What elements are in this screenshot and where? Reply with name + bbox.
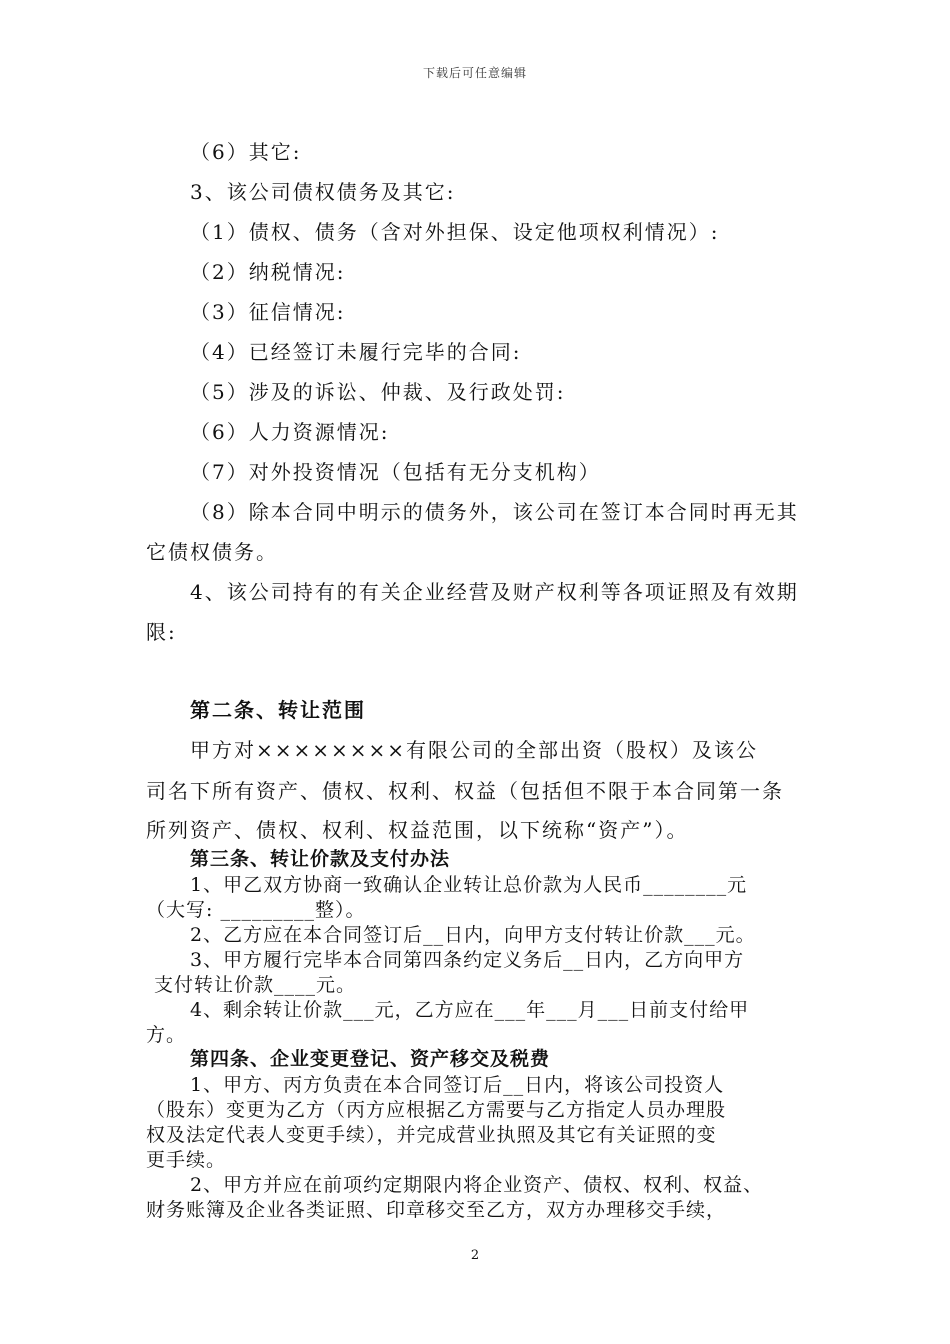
- article-2-heading: 第二条、转让范围: [190, 698, 366, 722]
- page-number: 2: [470, 1248, 480, 1263]
- section-4-line1: 4、该公司持有的有关企业经营及财产权利等各项证照及有效期: [190, 580, 799, 604]
- article-3-item4-line1: 4、剩余转让价款___元，乙方应在___年___月___日前支付给甲: [190, 999, 750, 1021]
- article-3-item1-line2: （大写: _________整）。: [146, 899, 366, 921]
- article-4-heading: 第四条、企业变更登记、资产移交及税费: [190, 1048, 551, 1070]
- article-4-item1-line2: （股东）变更为乙方（丙方应根据乙方需要与乙方指定人员办理股: [146, 1099, 727, 1121]
- article-3-item3-line2: 支付转让价款____元。: [154, 974, 357, 996]
- article-2-para-line2: 司名下所有资产、债权、权利、权益（包括但不限于本合同第一条: [146, 779, 784, 803]
- item-4-contracts: （4）已经签订未履行完毕的合同:: [190, 340, 522, 364]
- article-3-item2: 2、乙方应在本合同签订后__日内，向甲方支付转让价款___元。: [190, 924, 756, 946]
- article-2-para-line3: 所列资产、债权、权利、权益范围，以下统称“资产”）。: [146, 818, 689, 842]
- item-7-investment: （7）对外投资情况（包括有无分支机构）: [190, 460, 601, 484]
- article-3-item1-line1: 1、甲乙双方协商一致确认企业转让总价款为人民币________元: [190, 874, 748, 896]
- article-3-item4-line2: 方。: [146, 1024, 187, 1046]
- article-4-item2-line1: 2、甲方并应在前项约定期限内将企业资产、债权、权利、权益、: [190, 1174, 764, 1196]
- article-4-item1-line1: 1、甲方、丙方负责在本合同签订后__日内，将该公司投资人: [190, 1074, 725, 1096]
- item-1-claims-debts: （1）债权、债务（含对外担保、设定他项权利情况）:: [190, 220, 720, 244]
- item-2-tax: （2）纳税情况:: [190, 260, 346, 284]
- article-4-item1-line3: 权及法定代表人变更手续），并完成营业执照及其它有关证照的变: [146, 1124, 717, 1146]
- article-2-para-line1: 甲方对××××××××有限公司的全部出资（股权）及该公: [190, 738, 759, 762]
- section-4-line2: 限:: [146, 620, 177, 644]
- section-3-heading: 3、该公司债权债务及其它:: [190, 180, 456, 204]
- article-3-heading: 第三条、转让价款及支付办法: [190, 848, 451, 870]
- item-8-line1: （8）除本合同中明示的债务外，该公司在签订本合同时再无其: [190, 500, 799, 524]
- item-6-hr: （6）人力资源情况:: [190, 420, 390, 444]
- item-6-other: （6）其它:: [190, 140, 302, 164]
- article-4-item1-line4: 更手续。: [146, 1149, 227, 1171]
- item-3-credit: （3）征信情况:: [190, 300, 346, 324]
- page-header: 下载后可任意编辑: [422, 66, 527, 80]
- article-4-item2-line2: 财务账簿及企业各类证照、印章移交至乙方，双方办理移交手续，: [146, 1199, 727, 1221]
- item-8-line2: 它债权债务。: [146, 540, 278, 564]
- article-3-item3-line1: 3、甲方履行完毕本合同第四条约定义务后__日内，乙方向甲方: [190, 949, 745, 971]
- item-5-litigation: （5）涉及的诉讼、仲裁、及行政处罚:: [190, 380, 566, 404]
